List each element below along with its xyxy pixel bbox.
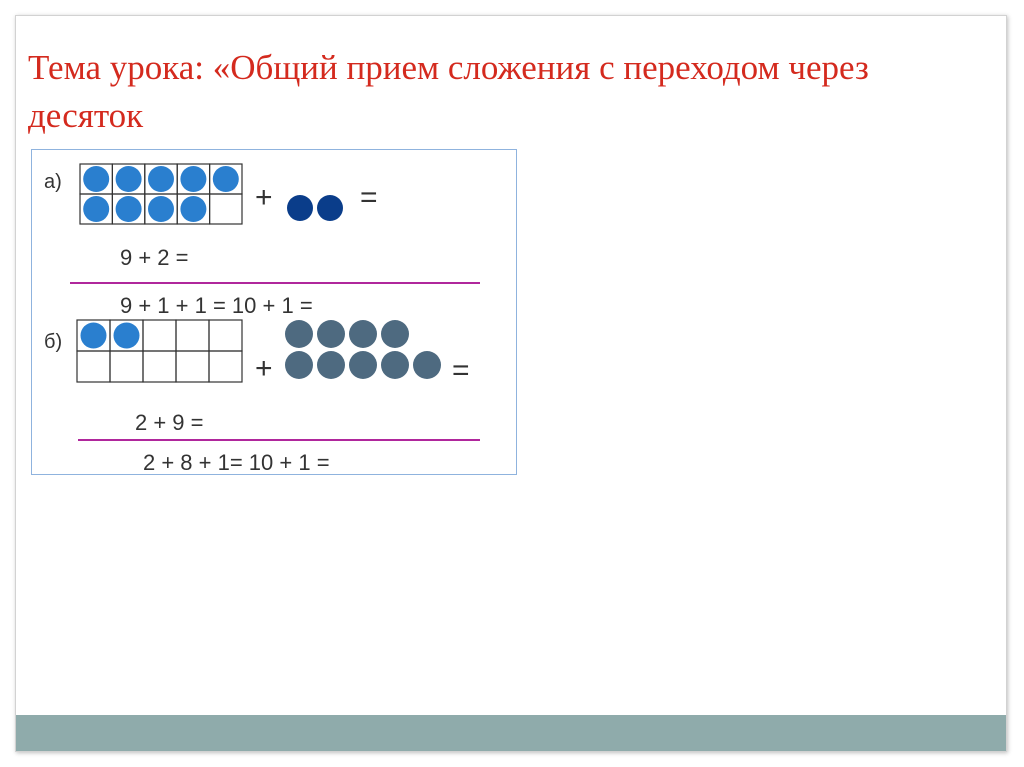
added-counter bbox=[413, 351, 441, 379]
exercise-b bbox=[44, 320, 480, 475]
frame-counter bbox=[83, 166, 109, 192]
frame-counter bbox=[83, 196, 109, 222]
added-counter bbox=[317, 351, 345, 379]
frame-counter bbox=[148, 166, 174, 192]
ten-frame-cell bbox=[209, 351, 242, 382]
frame-counter bbox=[180, 196, 206, 222]
frame-counter bbox=[148, 196, 174, 222]
exercise-a-ten-frame bbox=[80, 164, 242, 224]
ten-frame-cell bbox=[110, 351, 143, 382]
frame-counter bbox=[114, 323, 140, 349]
added-counter bbox=[317, 195, 343, 221]
added-counter bbox=[381, 320, 409, 348]
exercise-b-expression: 2 + 9 = bbox=[135, 410, 204, 435]
ten-frame-cell bbox=[176, 320, 209, 351]
frame-counter bbox=[116, 196, 142, 222]
exercise-b-added-counters bbox=[285, 320, 441, 379]
frame-counter bbox=[81, 323, 107, 349]
added-counter bbox=[349, 320, 377, 348]
added-counter bbox=[349, 351, 377, 379]
exercise-a bbox=[44, 164, 480, 318]
added-counter bbox=[285, 320, 313, 348]
exercise-a-expression: 9 + 2 = bbox=[120, 245, 189, 270]
ten-frame-cell bbox=[210, 194, 242, 224]
exercise-a-equals-sign: = bbox=[360, 181, 378, 214]
lesson-title: Тема урока: «Общий прием сложения с переходом через десяток bbox=[28, 48, 869, 135]
added-counter bbox=[381, 351, 409, 379]
exercise-b-ten-frame bbox=[77, 320, 242, 382]
added-counter bbox=[285, 351, 313, 379]
ten-frame-cell bbox=[143, 320, 176, 351]
footer-band bbox=[16, 715, 1006, 751]
exercise-b-decomposition: 2 + 8 + 1= 10 + 1 = bbox=[143, 450, 330, 475]
exercise-b-plus-sign: + bbox=[255, 352, 273, 385]
ten-frame-cell bbox=[209, 320, 242, 351]
frame-counter bbox=[116, 166, 142, 192]
exercise-b-label: б) bbox=[44, 331, 63, 353]
exercise-a-added-counters bbox=[287, 195, 343, 221]
exercise-drawing bbox=[32, 150, 518, 476]
frame-counter bbox=[213, 166, 239, 192]
ten-frame-cell bbox=[77, 351, 110, 382]
slide bbox=[15, 15, 1007, 752]
ten-frame-cell bbox=[143, 351, 176, 382]
ten-frame-cell bbox=[176, 351, 209, 382]
exercise-a-plus-sign: + bbox=[255, 181, 273, 214]
exercise-panel bbox=[31, 149, 517, 475]
exercise-a-label: а) bbox=[44, 171, 62, 193]
exercise-a-decomposition: 9 + 1 + 1 = 10 + 1 = bbox=[120, 293, 313, 318]
added-counter bbox=[317, 320, 345, 348]
added-counter bbox=[287, 195, 313, 221]
frame-counter bbox=[180, 166, 206, 192]
exercise-b-equals-sign: = bbox=[452, 354, 470, 387]
